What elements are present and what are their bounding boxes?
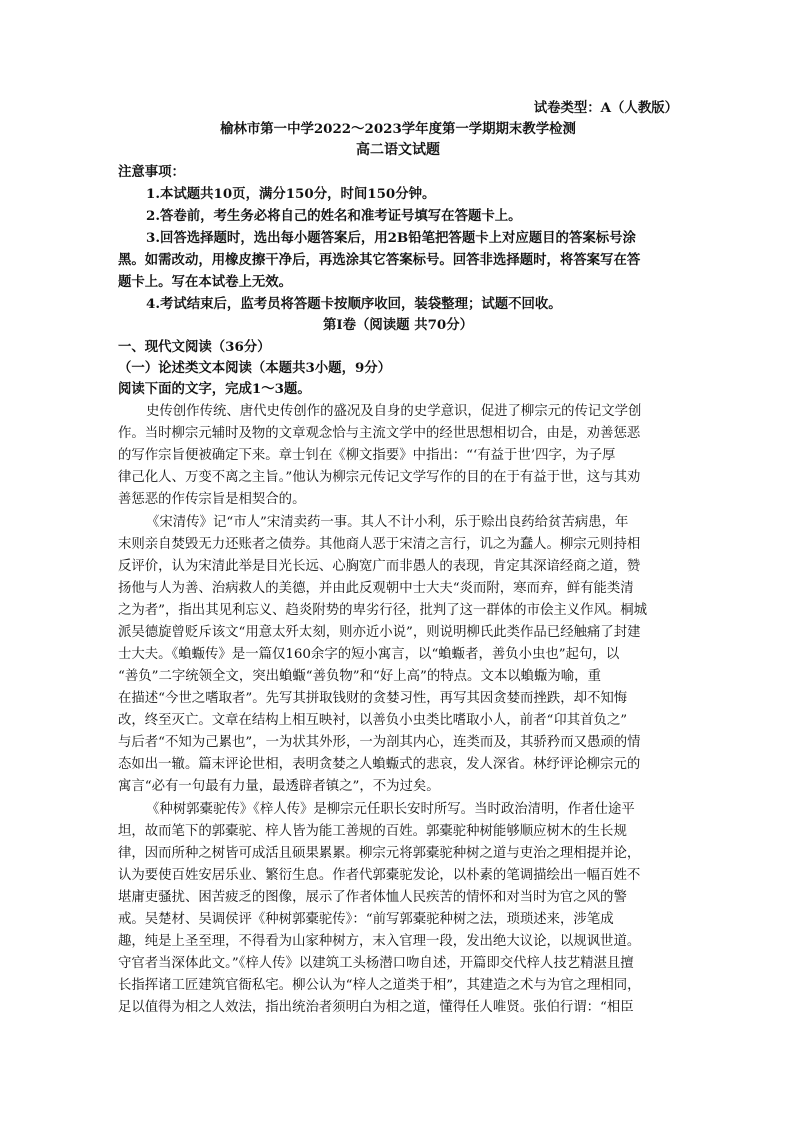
body-line: 守官者当深体此文。”《梓人传》以建筑工头杨潜口吻自述，开篇即交代梓人技艺精湛且擅 [118, 956, 634, 971]
body-line: 在描述“今世之嗜取者”。先写其拼取钱财的贪婪习性，再写其因贪婪而挫跌，却不知悔 [118, 691, 628, 706]
note-item: 3.回答选择题时，选出每小题答案后，用2B铅笔把答题卡上对应题目的答案标号涂 [146, 230, 636, 246]
note-item: 1.本试题共10页，满分150分，时间150分钟。 [146, 186, 436, 202]
note-item: 2.答卷前，考生务必将自己的姓名和准考证号填写在答题卡上。 [146, 208, 522, 224]
body-line: 士大夫。《蝜蝂传》是一篇仅160余字的短小寓言，以“蝜蝂者，善负小虫也”起句，以 [118, 647, 620, 662]
body-line: 之为者”，指出其见利忘义、趋炎附势的卑劣行径，批判了这一群体的市侩主义作风。桐城 [118, 603, 648, 618]
body-line: 《种树郭橐驼传》《梓人传》是柳宗元任职长安时所写。当时政治清明，作者仕途平 [146, 802, 635, 817]
part-title: 第Ⅰ卷（阅读题 共70分） [322, 317, 474, 333]
body-line: 坦，故而笔下的郭橐驼、梓人皆为能工善规的百姓。郭橐驼种树能够顺应树木的生长规 [118, 824, 627, 839]
body-line: 长指挥诸工匠建筑官衙私宅。柳公认为“梓人之道类于相”，其建造之术与为官之理相同， [118, 978, 641, 993]
paper-type: 试卷类型：A（人教版） [533, 100, 678, 116]
note-item: 黑。如需改动，用橡皮擦干净后，再选涂其它答案标号。回答非选择题时，将答案写在答 [118, 252, 641, 268]
part-heading: 一、现代文阅读（36分） [118, 339, 271, 355]
body-line: 改，终至灭亡。文章在结构上相互映衬，以善负小虫类比嗜取小人，前者“卬其首负之” [118, 713, 628, 728]
body-line: 足以值得为相之人效法，指出统治者须明白为相之道，懂得任人唯贤。张伯行谓：“相臣 [118, 1000, 634, 1015]
body-line: 反评价，认为宋清此举是目光长远、心胸宽广而非愚人的表现，肯定其深谙经商之道，赞 [118, 559, 641, 574]
subpart-heading: （一）论述类文本阅读（本题共3小题，9分） [118, 360, 392, 376]
body-line: 末则亲自焚毁无力还账者之债券。其他商人恶于宋清之言行，讥之为蠢人。柳宗元则持相 [118, 537, 641, 552]
body-line: 扬他与人为善、治病救人的美德，并由此反观朝中士大夫“炎而附，寒而弃，鲜有能类清 [118, 581, 634, 596]
note-item: 题卡上。写在本试卷上无效。 [118, 274, 293, 290]
reading-instruction: 阅读下面的文字，完成1～3题。 [118, 381, 311, 397]
body-line: 与后者“不知为己累也”，一为状其外形，一为剖其内心，连类而及，其骄矜而又愚顽的情 [118, 735, 641, 750]
subject-title: 高二语文试题 [356, 142, 440, 158]
body-line: 寓言“必有一句最有力量，最透辟者镇之”，不为过矣。 [118, 779, 440, 794]
body-line: 趣，纯是上圣至理，不得看为山家种树方，末入官理一段，发出绝大议论，以规讽世道。 [118, 934, 641, 949]
body-line: 态如出一辙。篇末评论世相，表明贪婪之人蝜蝂式的悲哀，发人深省。林纾评论柳宗元的 [118, 757, 641, 772]
body-line: 认为要使百姓安居乐业、繁衍生息。作者代郭橐驼发论，以朴素的笔调描绘出一幅百姓不 [118, 868, 641, 883]
body-line: 史传创作传统、唐代史传创作的盛况及自身的史学意识，促进了柳宗元的传记文学创 [146, 404, 642, 419]
body-line: 《宋清传》记“市人”宋清卖药一事。其人不计小利，乐于赊出良药给贫苦病患，年 [146, 515, 629, 530]
body-line: “善负”二字统领全文，突出蝜蝂“善负物”和“好上高”的特点。文本以蝜蝂为喻，重 [118, 669, 601, 684]
body-line: 律己化人、万变不离之主旨。”他认为柳宗元传记文学写作的目的在于有益于世，这与其劝 [118, 470, 641, 485]
note-item: 4.考试结束后，监考员将答题卡按顺序收回，装袋整理；试题不回收。 [146, 296, 562, 312]
body-line: 戒。吴楚材、吴调侯评《种树郭橐驼传》：“前写郭橐驼种树之法，琐琐述来，涉笔成 [118, 912, 614, 927]
body-line: 作。当时柳宗元辅时及物的文章观念恰与主流文学中的经世思想相切合，由是，劝善惩恶 [118, 426, 641, 441]
notes-heading: 注意事项： [118, 164, 185, 180]
body-line: 堪庸吏骚扰、困苦疲乏的图像，展示了作者体恤人民疾苦的情怀和对当时为官之风的警 [118, 890, 627, 905]
body-line: 律，因而所种之树皆可成活且硕果累累。柳宗元将郭橐驼种树之道与吏治之理相提并论， [118, 846, 641, 861]
body-line: 善惩恶的作传宗旨是相契合的。 [118, 492, 306, 507]
body-line: 派吴德旋曾贬斥该文“用意太歼太刻，则亦近小说”，则说明柳氏此类作品已经触痛了封建 [118, 625, 641, 640]
school-title: 榆林市第一中学2022～2023学年度第一学期期末教学检测 [220, 121, 576, 137]
body-line: 的写作宗旨便被确定下来。章士钊在《柳文指要》中指出：“‘有益于世’四字，为子厚 [118, 448, 616, 463]
